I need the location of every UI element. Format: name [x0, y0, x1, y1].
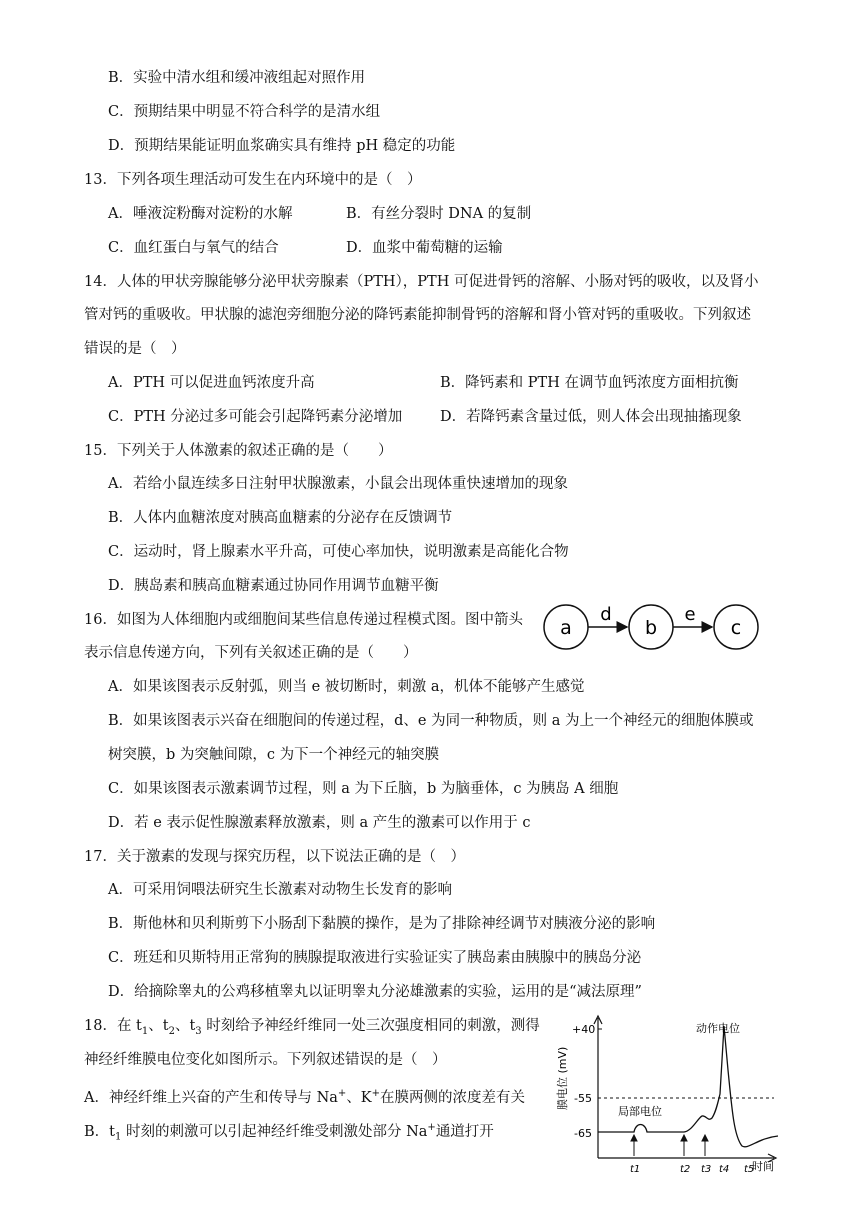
q16-stem-line2: 表示信息传递方向，下列有关叙述正确的是（ ）	[84, 645, 418, 661]
stim-arrowhead-t1	[631, 1135, 637, 1141]
q16-stem-line1: 16．如图为人体细胞内或细胞间某些信息传递过程模式图。图中箭头	[84, 612, 523, 628]
membrane-potential-chart	[552, 1010, 792, 1180]
x-tick-t3: t3	[701, 1164, 712, 1175]
q17-option-a: A．可采用饲喂法研究生长激素对动物生长发育的影响	[108, 882, 452, 898]
q14-option-a: A．PTH 可以促进血钙浓度升高	[108, 375, 315, 391]
q18-option-a: A．神经纤维上兴奋的产生和传导与 Na+、K+在膜两侧的浓度差有关	[84, 1088, 526, 1106]
local-potential-label: 局部电位	[618, 1105, 662, 1118]
q15-option-d: D．胰岛素和胰高血糖素通过协同作用调节血糖平衡	[108, 578, 439, 594]
q17-option-c: C．班廷和贝斯特用正常狗的胰腺提取液进行实验证实了胰岛素由胰腺中的胰岛分泌	[108, 950, 642, 966]
potential-curve	[598, 1026, 778, 1147]
node-a-label: a	[560, 617, 572, 639]
q18-option-b: B．$t_1$ 时刻的刺激可以引起神经纤维受刺激处部分 Na+通道打开	[84, 1122, 494, 1143]
y-axis-label: 膜电位 (mV)	[556, 1046, 569, 1110]
q13-option-b: B．有丝分裂时 DNA 的复制	[346, 206, 532, 222]
edge-e-label: e	[684, 604, 696, 625]
x-tick-t4: t4	[719, 1164, 730, 1175]
q13-option-d: D．血浆中葡萄糖的运输	[346, 240, 503, 256]
q13-option-c: C．血红蛋白与氧气的结合	[108, 240, 279, 256]
q18-stem-line1: 18．在 $t_1$、$t_2$、$t_3$ 时刻给予神经纤维同一处三次强度相同的刺激，测得	[84, 1018, 540, 1037]
stim-arrowhead-t3	[702, 1135, 708, 1141]
q15-option-c: C．运动时，肾上腺素水平升高，可使心率加快，说明激素是高能化合物	[108, 544, 569, 560]
q14-option-b: B．降钙素和 PTH 在调节血钙浓度方面相抗衡	[440, 375, 739, 391]
q14-option-d: D．若降钙素含量过低，则人体会出现抽搐现象	[440, 409, 742, 425]
x-tick-t1: t1	[630, 1164, 641, 1175]
y-tick-plus40: +40	[572, 1023, 596, 1036]
stim-arrowhead-t2	[681, 1135, 687, 1141]
q16-option-d: D．若 e 表示促性腺激素释放激素，则 a 产生的激素可以作用于 c	[108, 815, 531, 831]
q13-stem: 13．下列各项生理活动可发生在内环境中的是（ ）	[84, 172, 422, 188]
edge-d-label: d	[600, 604, 612, 625]
q12-option-b: B．实验中清水组和缓冲液组起对照作用	[108, 70, 366, 86]
q17-option-b: B．斯他林和贝利斯剪下小肠刮下黏膜的操作，是为了排除神经调节对胰液分泌的影响	[108, 916, 656, 932]
q18-stem-line2: 神经纤维膜电位变化如图所示。下列叙述错误的是（ ）	[84, 1052, 447, 1068]
q17-stem: 17．关于激素的发现与探究历程，以下说法正确的是（ ）	[84, 849, 465, 865]
q14-stem-line2: 管对钙的重吸收。甲状腺的滤泡旁细胞分泌的降钙素能抑制骨钙的溶解和肾小管对钙的重吸收。下列叙述	[84, 307, 751, 323]
x-tick-t2: t2	[680, 1164, 691, 1175]
q16-option-c: C．如果该图表示激素调节过程，则 a 为下丘脑，b 为脑垂体，c 为胰岛 A 细胞	[108, 781, 619, 797]
q13-option-a: A．唾液淀粉酶对淀粉的水解	[108, 206, 293, 222]
q14-option-c: C．PTH 分泌过多可能会引起降钙素分泌增加	[108, 409, 403, 425]
q16-option-b-line1: B．如果该图表示兴奋在细胞间的传递过程，d、e 为同一种物质，则 a 为上一个神经元的细胞体膜或	[108, 713, 754, 729]
q12-option-d: D．预期结果能证明血浆确实具有维持 pH 稳定的功能	[108, 138, 456, 154]
q14-stem-line1: 14．人体的甲状旁腺能够分泌甲状旁腺素（PTH），PTH 可促进骨钙的溶解、小肠对钙的吸收，以及肾小	[84, 274, 759, 290]
q16-option-a: A．如果该图表示反射弧，则当 e 被切断时，刺激 a，机体不能够产生感觉	[108, 679, 585, 695]
action-potential-label: 动作电位	[696, 1022, 740, 1035]
signal-transfer-diagram	[538, 596, 768, 658]
q15-option-a: A．若给小鼠连续多日注射甲状腺激素，小鼠会出现体重快速增加的现象	[108, 476, 568, 492]
q14-stem-line3: 错误的是（ ）	[84, 341, 186, 357]
x-axis-label: 时间	[752, 1160, 774, 1173]
q16-option-b-line2: 树突膜，b 为突触间隙，c 为下一个神经元的轴突膜	[108, 747, 440, 763]
q17-option-d: D．给摘除睾丸的公鸡移植睾丸以证明睾丸分泌雄激素的实验，运用的是“减法原理”	[108, 984, 642, 1000]
x-tick-t5: t5	[744, 1164, 755, 1175]
q12-option-c: C．预期结果中明显不符合科学的是清水组	[108, 104, 381, 120]
node-c-label: c	[730, 617, 742, 639]
y-tick-minus65: -65	[574, 1127, 592, 1140]
node-b-label: b	[644, 617, 658, 639]
q15-option-b: B．人体内血糖浓度对胰高血糖素的分泌存在反馈调节	[108, 510, 453, 526]
q15-stem: 15．下列关于人体激素的叙述正确的是（ ）	[84, 443, 393, 459]
y-tick-minus55: -55	[574, 1092, 592, 1105]
